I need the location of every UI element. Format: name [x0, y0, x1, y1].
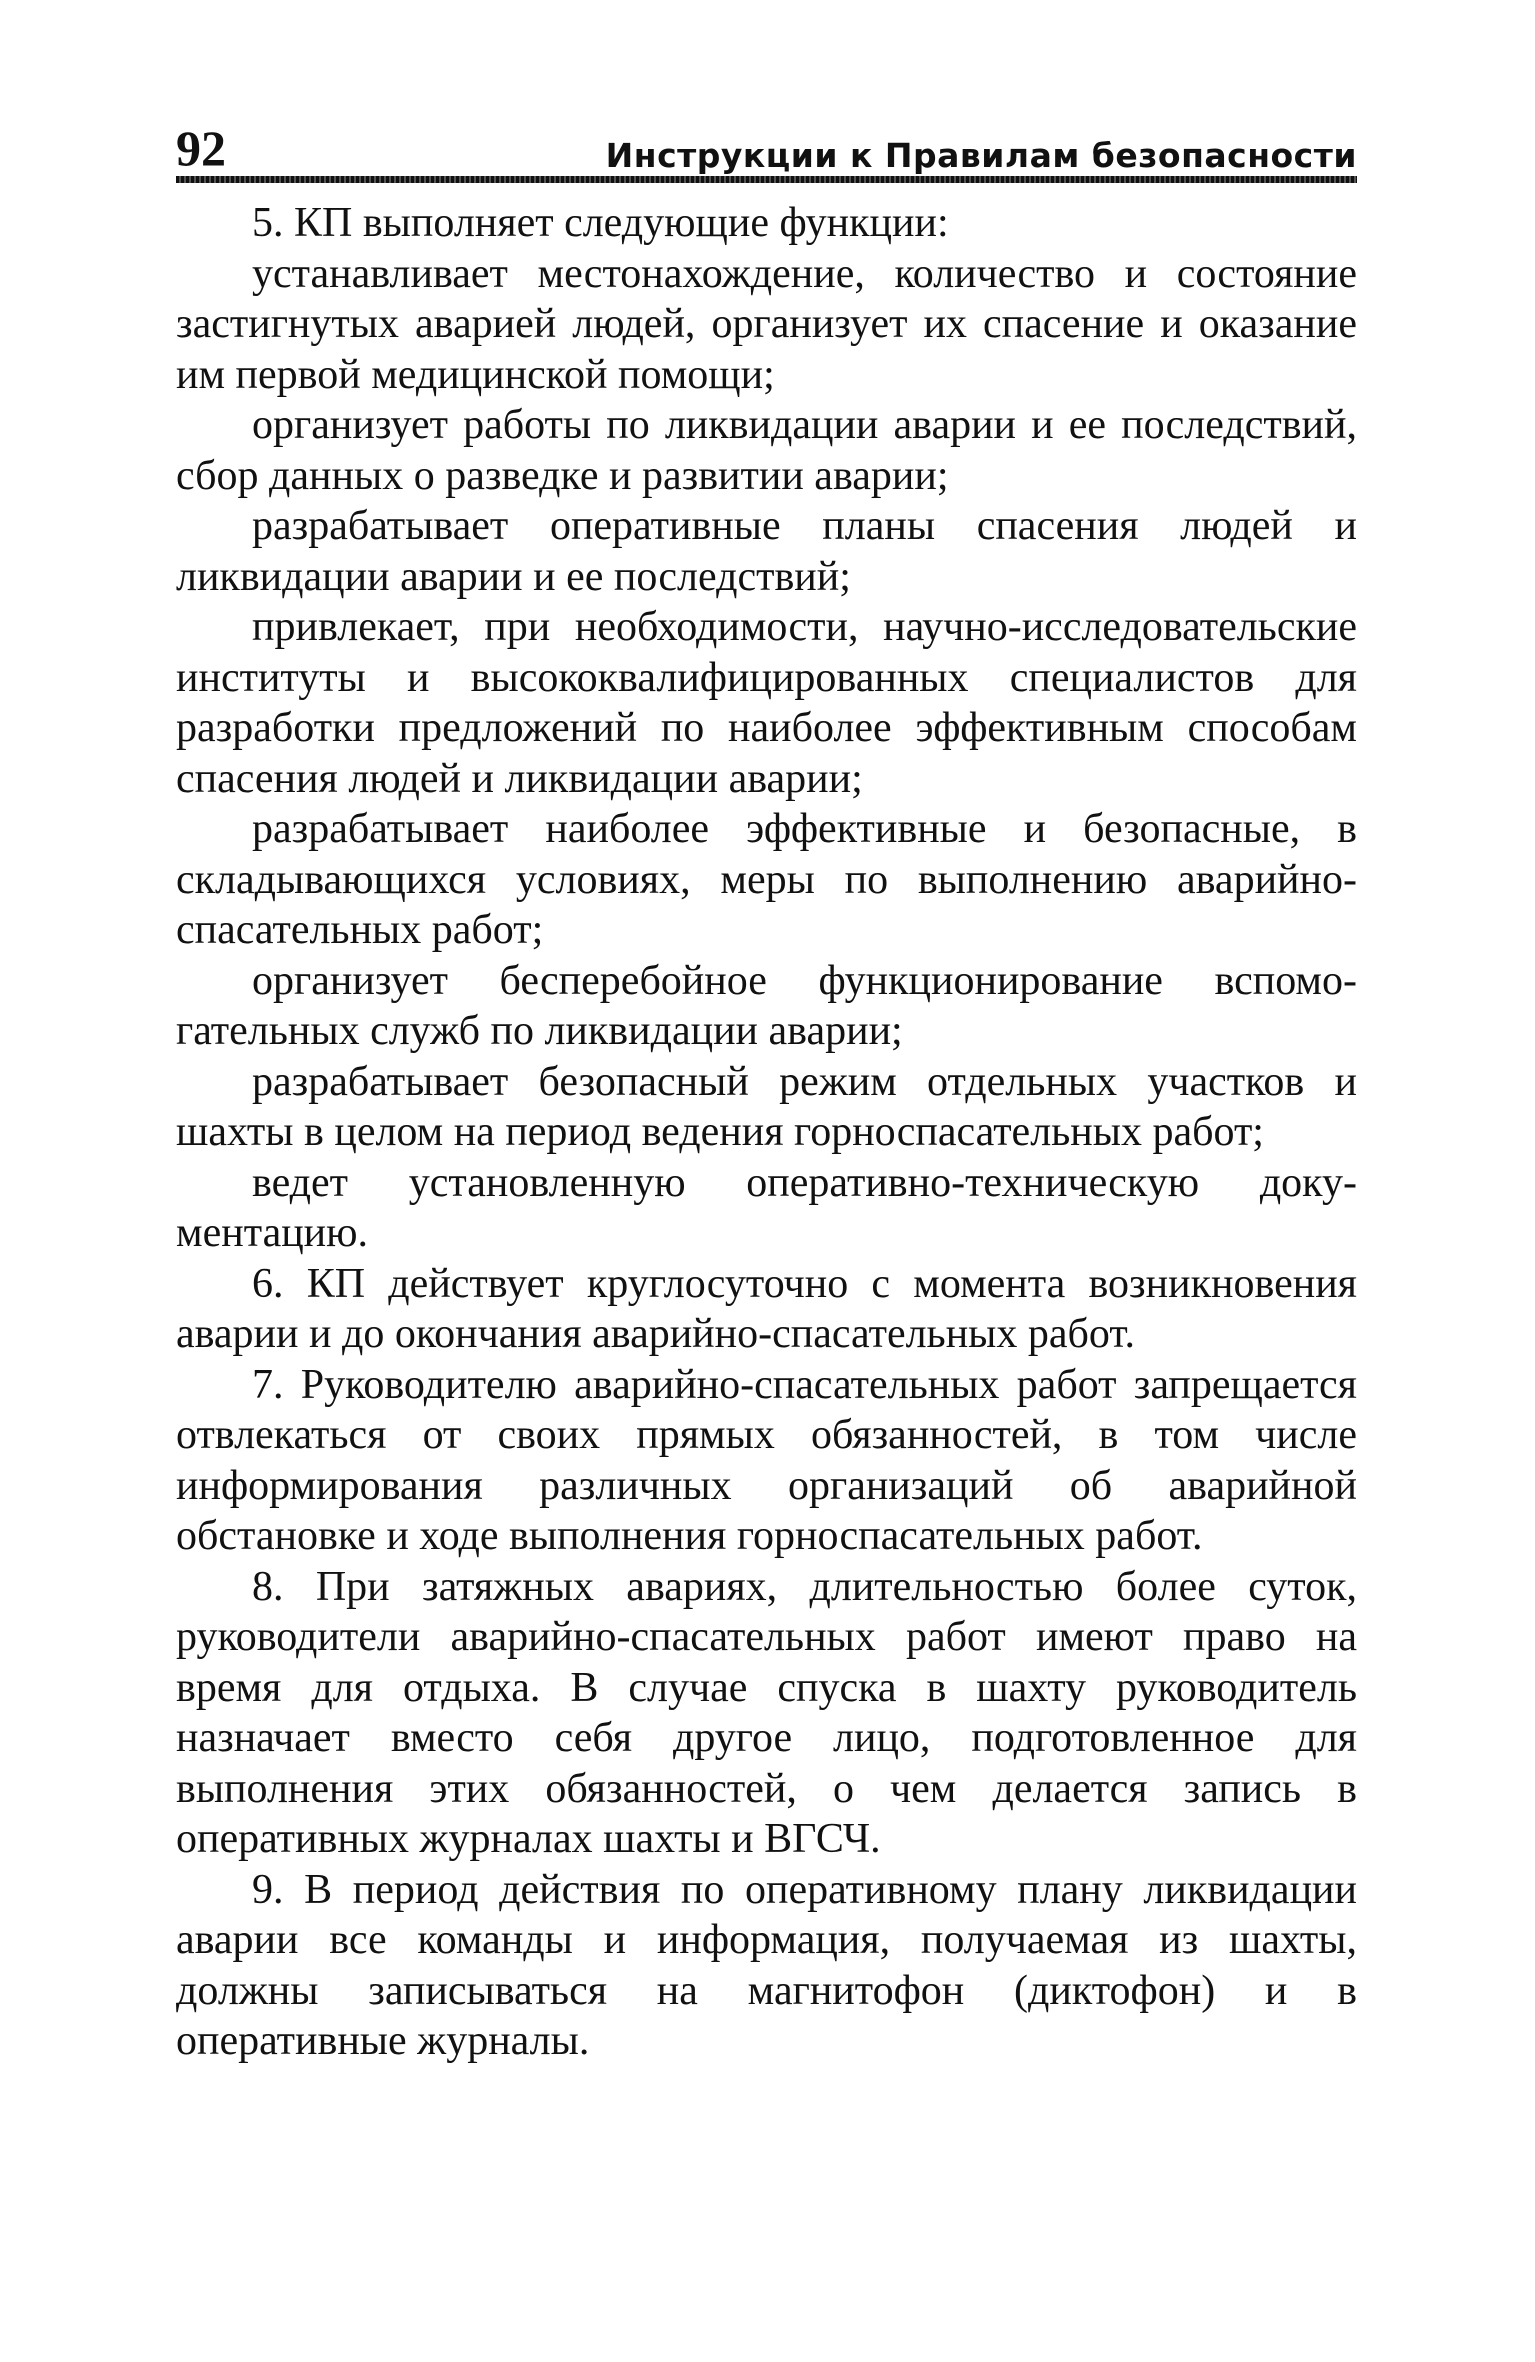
paragraph-location-status: устанавливает местонахождение, количество и состояние застигнутых аварией людей, организует их спасение и оказание им первой медицинской помощи;	[176, 250, 1357, 398]
paragraph-research-institutes: привлекает, при необходимости, научно-исследовательские институты и высококвалифицированных специалистов для разработки предложений по наиболее эффективным способам спасения людей и ликвидации аварии;	[176, 604, 1357, 802]
paragraph-item-6: 6. КП действует круглосуточно с момента возникновения аварии и до окончания аварийно-спасательных работ.	[176, 1260, 1357, 1357]
page-header	[176, 118, 1357, 182]
paragraph-documentation: ведет установленную оперативно-техническую документацию.	[176, 1159, 1357, 1256]
running-title: Инструкции к Правилам безопасности	[605, 136, 1357, 175]
paragraph-auxiliary-services: организует бесперебойное функционирование вспомогательных служб по ликвидации аварии;	[176, 957, 1357, 1054]
page-body	[176, 198, 1357, 2067]
paragraph-item-7: 7. Руководителю аварийно-спасательных работ запрещается отвлекаться от своих прямых обязанностей, в том числе информирования различных организаций об аварийной обстановке и ходе выполнения горноспасательных работ.	[176, 1361, 1357, 1559]
header-divider	[176, 176, 1357, 183]
paragraph-item-5: 5. КП выполняет следующие функции:	[252, 200, 949, 246]
paragraph-safe-mode: разрабатывает безопасный режим отдельных участков и шахты в целом на период ведения горноспасательных работ;	[176, 1058, 1357, 1155]
paragraph-effective-measures: разрабатывает наиболее эффективные и безопасные, в складывающихся условиях, меры по выполнению аварийно-спасательных работ;	[176, 806, 1357, 953]
paragraph-organize-works: организует работы по ликвидации аварии и ее последствий, сбор данных о разведке и развитии аварии;	[176, 402, 1357, 499]
page-number: 92	[176, 120, 226, 176]
paragraph-item-9: 9. В период действия по оперативному плану ликвидации аварии все команды и информация, получаемая из шахты, должны записываться на магнитофон (диктофон) и в оперативные журналы.	[176, 1866, 1357, 2064]
paragraph-operative-plans: разрабатывает оперативные планы спасения людей и ликвидации аварии и ее последствий;	[176, 503, 1357, 600]
paragraph-item-8: 8. При затяжных авариях, длительностью более суток, руководители аварийно-спасательных работ имеют право на время для отдыха. В случае спуска в шахту руководитель назначает вместо себя другое лицо, подготовленное для выполнения этих обязанностей, о чем делается запись в оперативных журналах шахты и ВГСЧ.	[176, 1563, 1357, 1862]
